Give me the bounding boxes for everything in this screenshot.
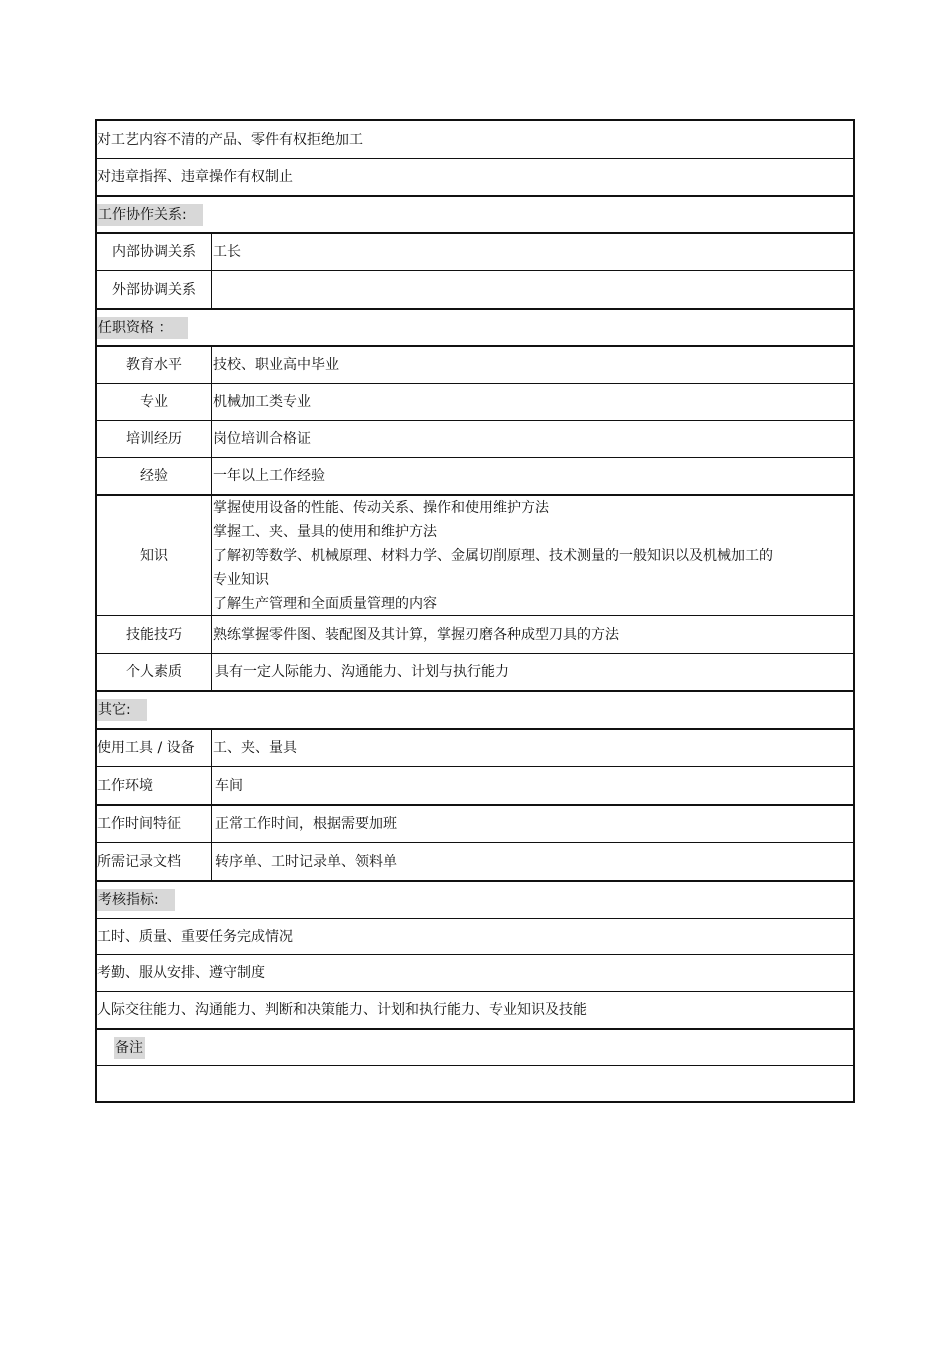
- remarks-value-row: [97, 1065, 853, 1101]
- assessment-item: 人际交往能力、沟通能力、判断和决策能力、计划和执行能力、专业知识及技能: [97, 1002, 587, 1018]
- internal-relation-value: 工长: [213, 244, 241, 260]
- assessment-title: 考核指标:: [97, 889, 175, 911]
- remarks-section-header: [97, 1028, 853, 1065]
- work-time-label: 工作时间特征: [97, 806, 212, 842]
- major-label: 专业: [97, 384, 212, 420]
- education-label: 教育水平: [97, 347, 212, 383]
- external-relation-value: [212, 271, 853, 308]
- environment-label: 工作环境: [97, 767, 212, 804]
- internal-relation-label: 内部协调关系: [97, 234, 212, 270]
- qualification-section-header: [97, 308, 853, 345]
- authority-row-1: [97, 121, 853, 158]
- training-value: 岗位培训合格证: [213, 431, 311, 447]
- assessment-section-header: [97, 880, 853, 918]
- knowledge-item: 掌握使用设备的性能、传动关系、操作和使用维护方法: [213, 499, 549, 516]
- personal-quality-value: 具有一定人际能力、沟通能力、计划与执行能力: [215, 664, 509, 680]
- assessment-row-1: [97, 918, 853, 954]
- skills-label: 技能技巧: [97, 616, 212, 653]
- assessment-row-2: [97, 954, 853, 991]
- education-row: [97, 345, 853, 383]
- tools-label: 使用工具 / 设备: [97, 730, 212, 766]
- external-relation-row: [97, 270, 853, 308]
- cooperation-section-header: [97, 195, 853, 232]
- experience-value: 一年以上工作经验: [213, 468, 325, 484]
- major-row: [97, 383, 853, 420]
- internal-relation-row: [97, 232, 853, 270]
- assessment-item: 考勤、服从安排、遵守制度: [97, 965, 265, 981]
- remarks-title: 备注: [114, 1037, 145, 1059]
- work-time-value: 正常工作时间，根据需要加班: [215, 816, 397, 832]
- tools-row: [97, 728, 853, 766]
- assessment-row-3: [97, 991, 853, 1028]
- knowledge-label: 知识: [97, 496, 212, 615]
- authority-row-2: [97, 158, 853, 195]
- knowledge-item: 了解初等数学、机械原理、材料力学、金属切削原理、技术测量的一般知识以及机械加工的专业知识: [213, 547, 773, 588]
- experience-row: [97, 457, 853, 494]
- training-label: 培训经历: [97, 421, 212, 457]
- documents-row: [97, 842, 853, 880]
- personal-quality-label: 个人素质: [97, 654, 212, 690]
- authority-text-2: 对违章指挥、违章操作有权制止: [97, 169, 293, 185]
- external-relation-label: 外部协调关系: [97, 271, 212, 308]
- assessment-item: 工时、质量、重要任务完成情况: [97, 928, 293, 945]
- work-time-row: [97, 804, 853, 842]
- skills-value: 熟练掌握零件图、装配图及其计算，掌握刃磨各种成型刀具的方法: [213, 626, 619, 643]
- other-title: 其它:: [97, 699, 147, 721]
- documents-value: 转序单、工时记录单、领料单: [215, 853, 397, 870]
- tools-value: 工、夹、量具: [213, 740, 297, 756]
- major-value: 机械加工类专业: [213, 394, 311, 410]
- environment-row: [97, 766, 853, 804]
- experience-label: 经验: [97, 458, 212, 494]
- documents-label: 所需记录文档: [97, 843, 212, 880]
- education-value: 技校、职业高中毕业: [213, 357, 339, 373]
- cooperation-title: 工作协作关系:: [97, 204, 203, 226]
- knowledge-list: [212, 496, 783, 615]
- other-section-header: [97, 690, 853, 728]
- authority-text-1: 对工艺内容不清的产品、零件有权拒绝加工: [97, 131, 363, 148]
- knowledge-item: 了解生产管理和全面质量管理的内容: [213, 595, 437, 612]
- knowledge-row: [97, 494, 853, 615]
- qualification-title: 任职资格 ：: [97, 317, 188, 339]
- training-row: [97, 420, 853, 457]
- personal-quality-row: [97, 653, 853, 690]
- environment-value: 车间: [215, 777, 243, 794]
- job-description-table: [95, 119, 855, 1103]
- knowledge-item: 掌握工、夹、量具的使用和维护方法: [213, 523, 437, 540]
- skills-row: [97, 615, 853, 653]
